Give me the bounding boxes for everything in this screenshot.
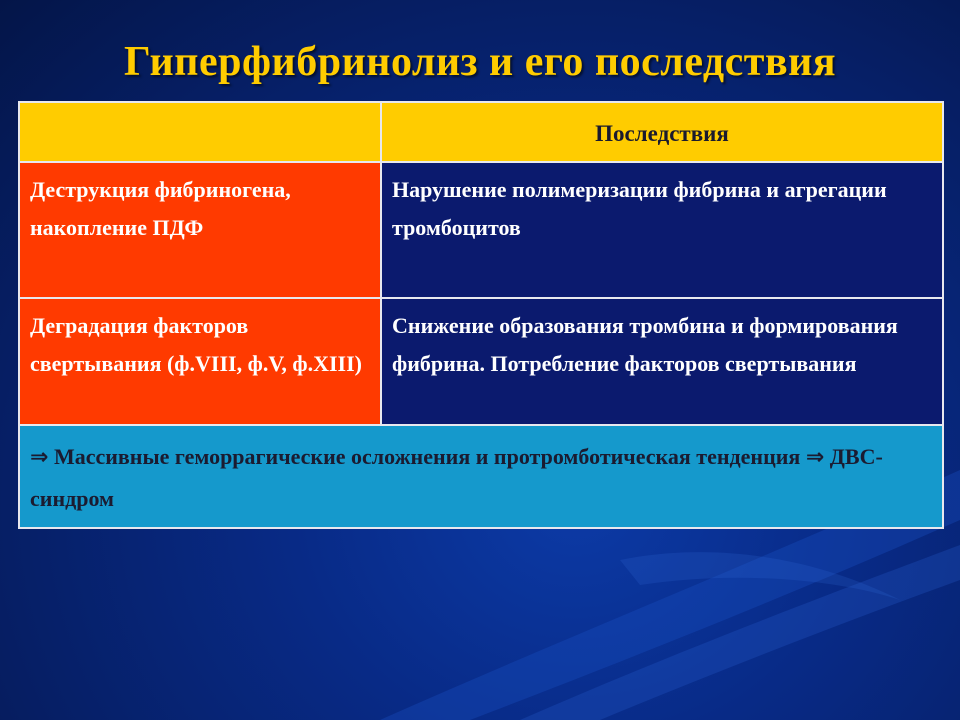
table-row (19, 162, 943, 298)
cause-cell: Деструкция фибриногена, накопление ПДФ (19, 162, 381, 298)
slide-title: Гиперфибринолиз и его последствия (123, 39, 837, 85)
implies-arrow-icon: ⇒ (30, 445, 49, 470)
implies-arrow-icon: ⇒ (805, 445, 825, 470)
consequence-cell: Снижение образования тромбина и формирования фибрина. Потребление факторов свертывания (381, 298, 943, 425)
conclusion-cell (19, 425, 943, 528)
conclusion-row (19, 425, 943, 528)
table-header-row (19, 102, 943, 162)
conclusion-text-part1: Массивные геморрагические осложнения и протромботическая тенденция (53, 444, 801, 469)
consequences-table (18, 101, 944, 529)
conclusion-text-part2: ДВС-синдром (30, 444, 883, 511)
cause-cell: Деградация факторов свертывания (ф.VIII, ф.V, ф.XIII) (19, 298, 381, 425)
header-cell-left (19, 102, 381, 162)
consequence-cell: Нарушение полимеризации фибрина и агрегации тромбоцитов (381, 162, 943, 298)
table-row (19, 298, 943, 425)
header-cell-consequences: Последствия (381, 102, 943, 162)
